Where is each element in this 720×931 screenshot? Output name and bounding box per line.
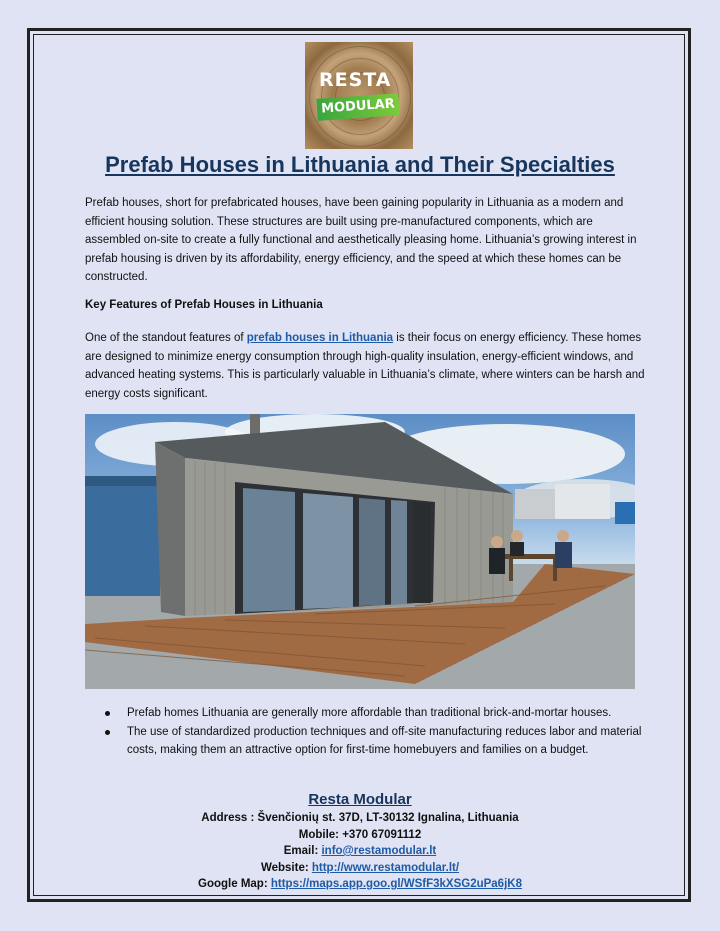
logo-brand-text: RESTA bbox=[319, 69, 392, 91]
mobile-line bbox=[40, 827, 680, 844]
map-line bbox=[40, 876, 680, 893]
features-text-after: is their focus on energy efficiency. These homes are designed to minimize energy consumption through high-quality insulation, energy-efficient windows, and advanced heating systems. This is particularly valuable in Lithuania’s climate, where winters can be harsh and energy costs significant. bbox=[85, 332, 645, 400]
address-value: Švenčionių st. 37D, LT-30132 Ignalina, Lithuania bbox=[257, 812, 519, 824]
google-map-link[interactable]: https://maps.app.goo.gl/WSfF3kXSG2uPa6jK8 bbox=[270, 878, 522, 890]
mobile-label: Mobile: bbox=[298, 828, 343, 841]
list-item-text: The use of standardized production techniques and off-site manufacturing reduces labor and material costs, making them an attractive option for first-time homebuyers and families on a budget. bbox=[127, 725, 642, 756]
logo-sub-text: MODULAR bbox=[316, 93, 399, 121]
email-line bbox=[40, 843, 680, 860]
address-line bbox=[40, 810, 680, 827]
list-item bbox=[85, 704, 645, 723]
map-label: Google Map: bbox=[198, 878, 271, 890]
contact-block bbox=[40, 790, 680, 893]
company-name: Resta Modular bbox=[308, 791, 412, 808]
prefab-house-photo bbox=[85, 414, 635, 689]
website-line bbox=[40, 860, 680, 877]
website-label: Website: bbox=[260, 861, 312, 874]
list-item-text: Prefab homes Lithuania are generally more affordable than traditional brick-and-mortar houses. bbox=[127, 707, 612, 719]
email-link[interactable]: info@restamodular.lt bbox=[321, 845, 437, 857]
email-label: Email: bbox=[283, 845, 322, 857]
features-text-before: One of the standout features of bbox=[85, 332, 247, 344]
bullet-icon bbox=[105, 730, 110, 735]
benefits-list bbox=[85, 704, 645, 760]
address-label: Address : bbox=[201, 812, 258, 824]
intro-paragraph: Prefab houses, short for prefabricated houses, have been gaining popularity in Lithuania as a modern and efficient housing solution. These structures are built using pre-manufactured components, which are assembled on-site to create a fully functional and aesthetically pleasing home. Lithuania’s growing interest in prefab housing is driven by its affordability, energy efficiency, and the speed at which these homes can be constructed. bbox=[85, 197, 637, 283]
mobile-value: +370 67091112 bbox=[342, 828, 422, 841]
section-heading: Key Features of Prefab Houses in Lithuania bbox=[85, 299, 323, 311]
resta-modular-logo bbox=[305, 42, 413, 149]
features-paragraph bbox=[85, 329, 645, 403]
prefab-houses-link[interactable]: prefab houses in Lithuania bbox=[246, 332, 394, 344]
page-title: Prefab Houses in Lithuania and Their Specialties bbox=[105, 152, 615, 177]
website-link[interactable]: http://www.restamodular.lt/ bbox=[311, 861, 460, 874]
list-item bbox=[85, 723, 645, 760]
bullet-icon bbox=[105, 711, 110, 716]
